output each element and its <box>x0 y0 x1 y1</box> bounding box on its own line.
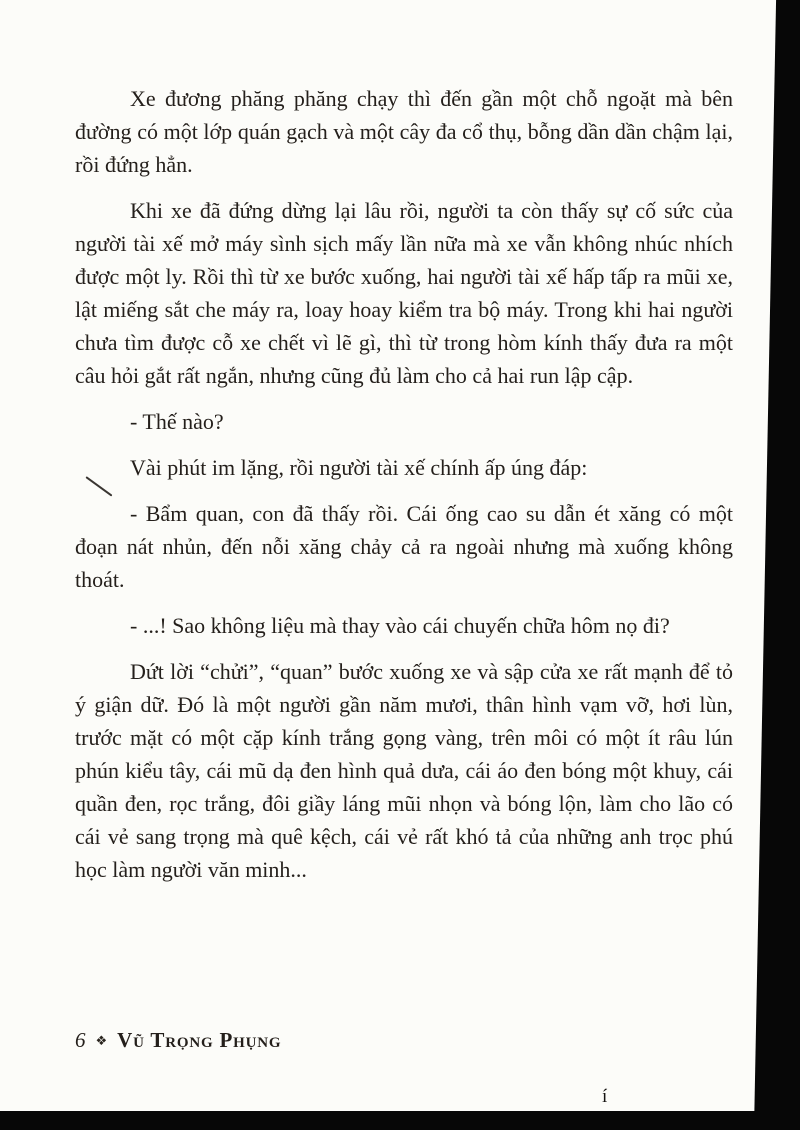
paragraph: Vài phút im lặng, rồi người tài xế chính ấp úng đáp: <box>130 455 588 480</box>
scan-edge-right <box>754 0 800 1130</box>
paragraph: - Thế nào? <box>130 409 224 434</box>
paragraph: Xe đương phăng phăng chạy thì đến gần một chỗ ngoặt mà bên đường có một lớp quán gạch và một cây đa cổ thụ, bỗng dần dần chậm lại, rồi đứng hẳn. <box>75 86 733 177</box>
running-author: Vũ Trọng Phụng <box>117 1028 282 1052</box>
page-number: 6 <box>75 1028 86 1052</box>
paragraph: - ...! Sao không liệu mà thay vào cái chuyến chữa hôm nọ đi? <box>130 613 670 638</box>
paragraph: Dứt lời “chửi”, “quan” bước xuống xe và sập cửa xe rất mạnh để tỏ ý giận dữ. Đó là một người gần năm mươi, thân hình vạm vỡ, hơi lùn, trước mặt có một cặp kính trắng gọng vàng, trên môi có một ít râu lún phún kiểu tây, cái mũ dạ đen hình quả dưa, cái áo đen bóng một khuy, cái quần đen, rọc trắng, đôi giầy láng mũi nhọn và bóng lộn, làm cho lão có cái vẻ sang trọng mà quê kệch, cái vẻ rất khó tả của những anh trọc phú học làm người văn minh... <box>75 659 733 882</box>
cutoff-character-artifact: í <box>602 1086 608 1107</box>
diamond-separator-icon: ❖ <box>95 1033 108 1048</box>
paragraph: Khi xe đã đứng dừng lại lâu rồi, người ta còn thấy sự cố sức của người tài xế mở máy sình sịch mấy lần nữa mà xe vẫn không nhúc nhích được một ly. Rồi thì từ xe bước xuống, hai người tài xế hấp tấp ra mũi xe, lật miếng sắt che máy ra, loay hoay kiểm tra bộ máy. Trong khi hai người chưa tìm được cỗ xe chết vì lẽ gì, thì từ trong hòm kính thấy đưa ra một câu hỏi gắt rất ngắn, nhưng cũng đủ làm cho cả hai run lập cập. <box>75 198 733 388</box>
body-text <box>75 82 733 899</box>
page-footer <box>75 1028 281 1053</box>
scan-edge-bottom <box>0 1111 800 1130</box>
paragraph: - Bẩm quan, con đã thấy rồi. Cái ống cao su dẫn ét xăng có một đoạn nát nhủn, đến nỗi xăng chảy cả ra ngoài nhưng mà xuống không thoát. <box>75 501 733 592</box>
